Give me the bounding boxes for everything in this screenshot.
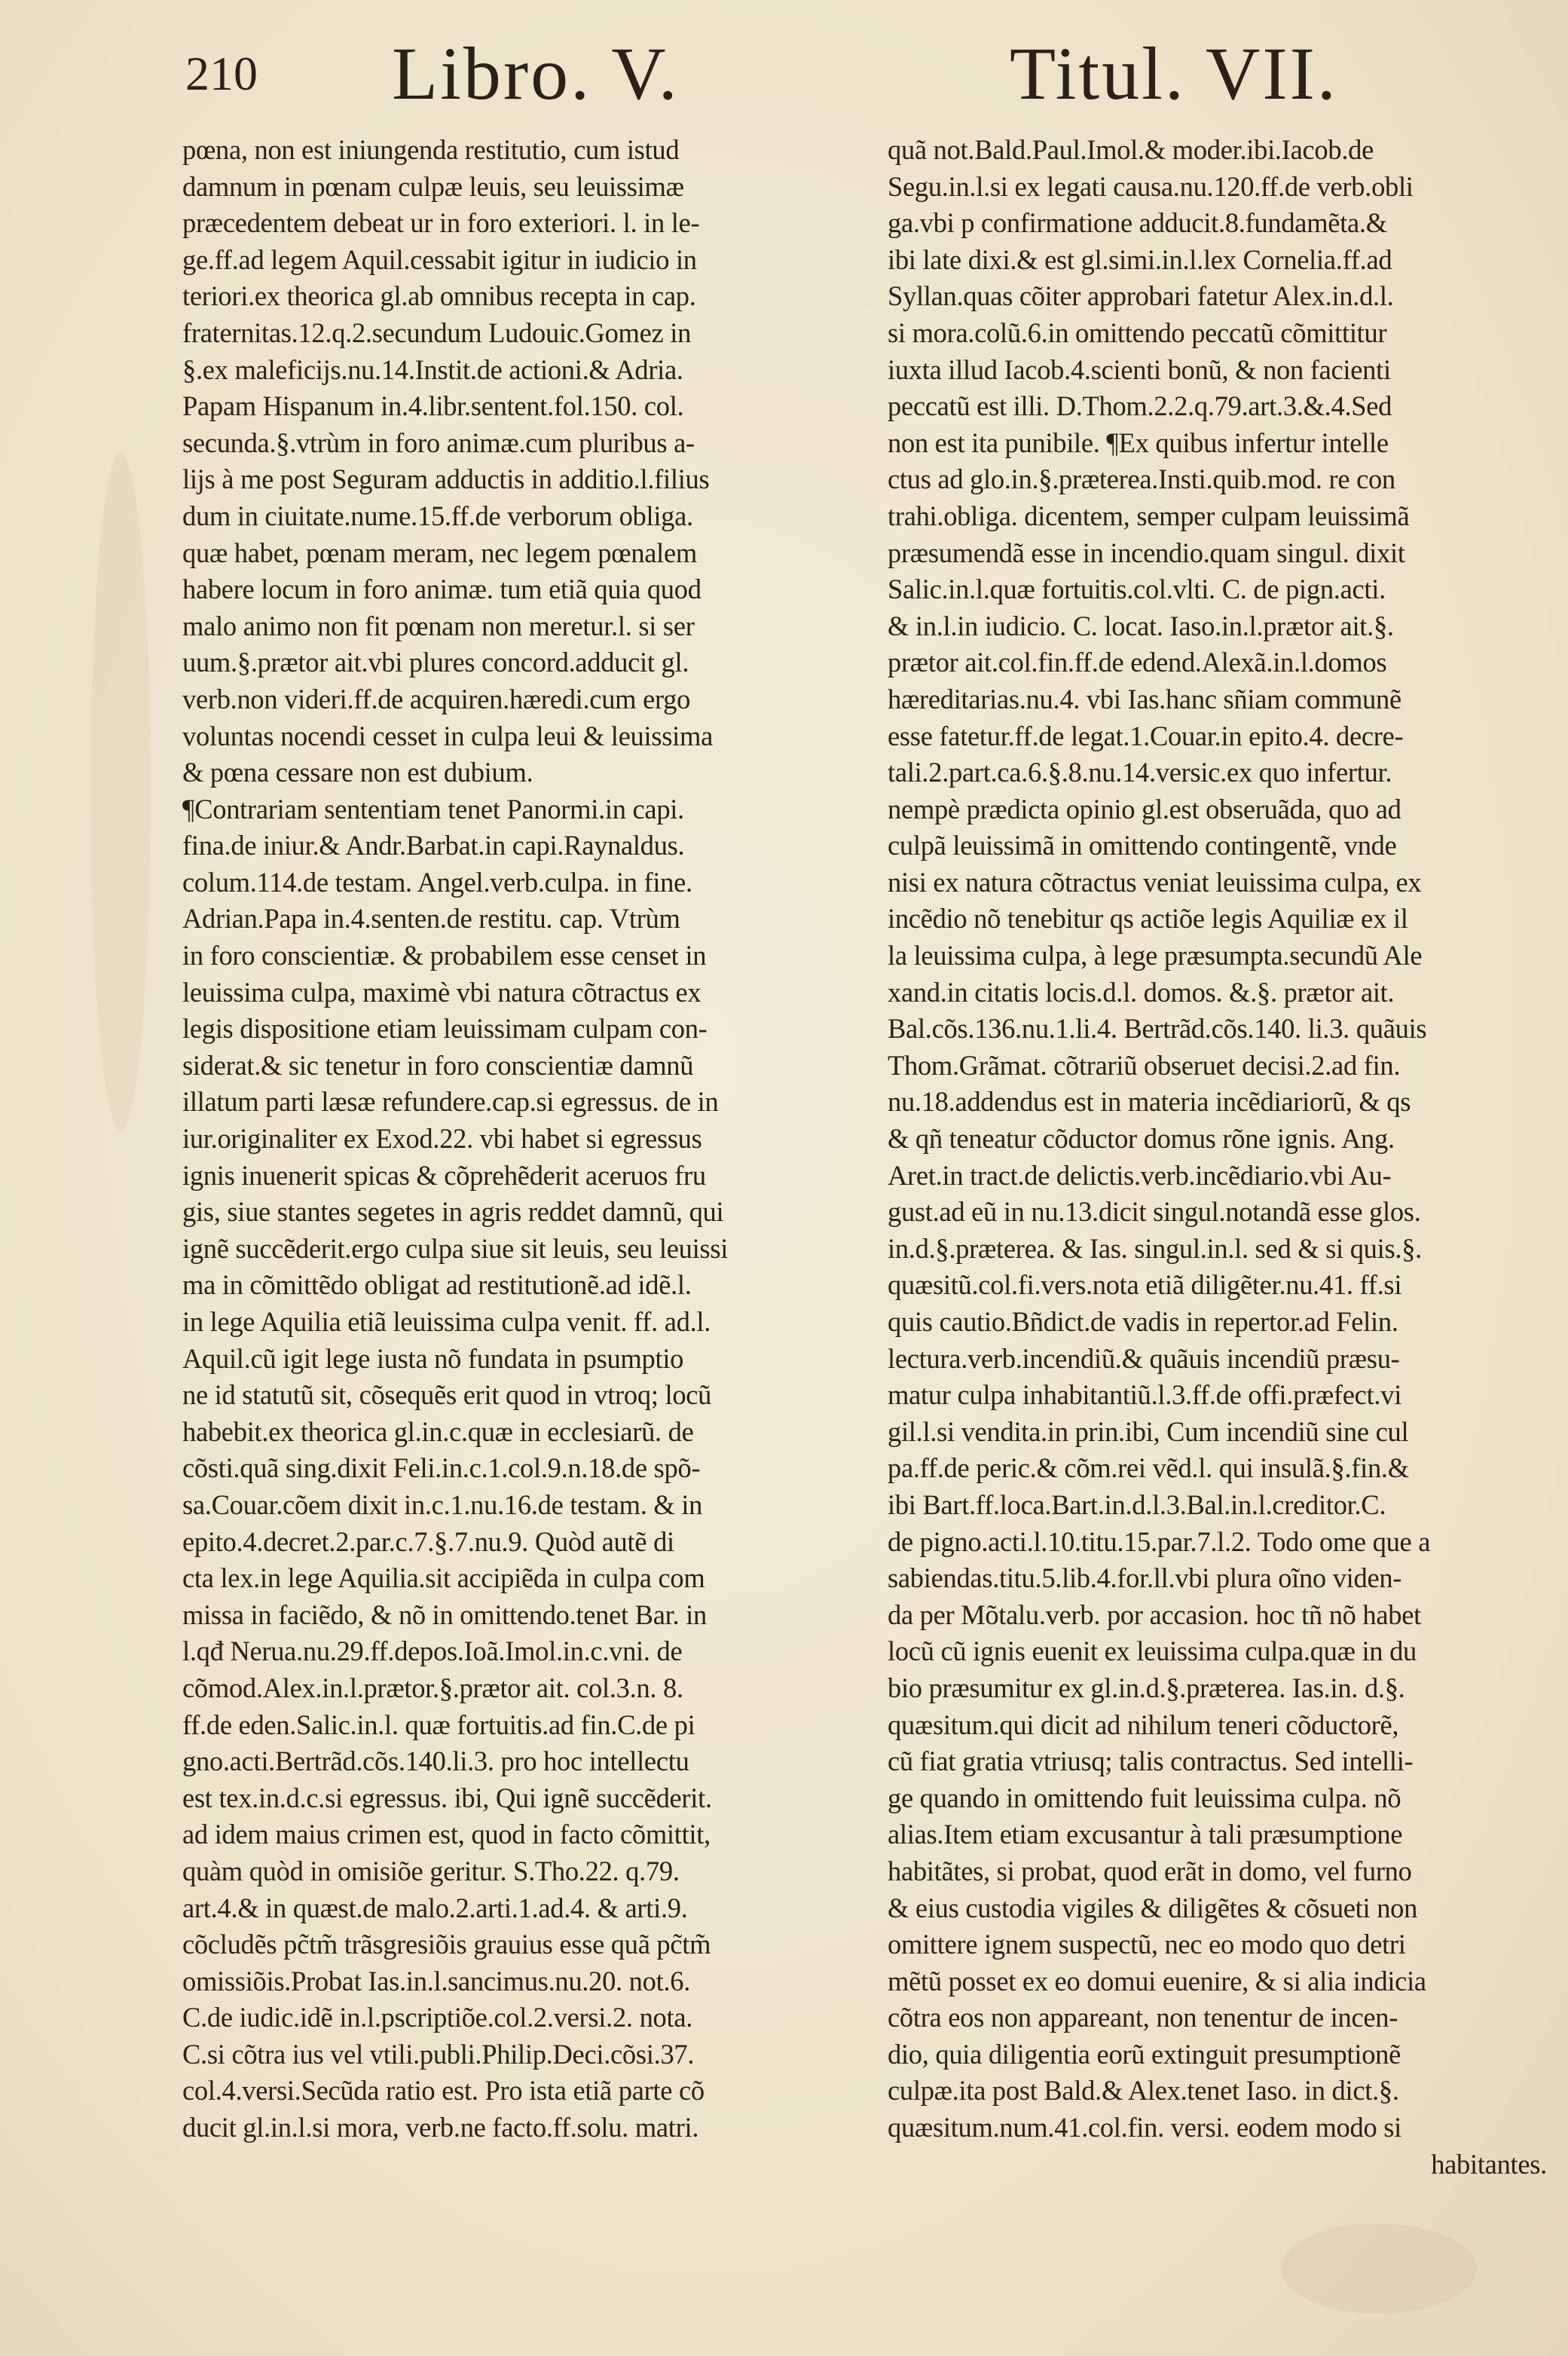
text-line: & eius custodia vigiles & diligẽtes & cõsueti non bbox=[888, 1892, 1418, 1923]
text-line: habebit.ex theorica gl.in.c.quæ in ecclesiarũ. de bbox=[182, 1415, 694, 1447]
text-line: xand.in citatis locis.d.l. domos. &.§. prætor ait. bbox=[888, 976, 1395, 1008]
text-line: cũ fiat gratia vtriusq; talis contractus. Sed intelli- bbox=[888, 1746, 1414, 1777]
text-line: pa.ff.de peric.& cõm.rei vẽd.l. qui insulã.§.fin.& bbox=[888, 1452, 1409, 1484]
left-text-column bbox=[182, 132, 842, 2182]
text-line: ne id statutũ sit, cõsequẽs erit quod in vtroq; locũ bbox=[182, 1379, 712, 1411]
text-line: secunda.§.vtrùm in foro animæ.cum pluribus a- bbox=[182, 427, 695, 458]
text-line: pœna, non est iniungenda restitutio, cum istud bbox=[182, 134, 680, 165]
text-line: quæsitum.qui dicit ad nihilum teneri cõductorẽ, bbox=[888, 1709, 1399, 1740]
text-line: culpã leuissimã in omittendo contingentẽ, vnde bbox=[888, 830, 1397, 861]
text-line: fraternitas.12.q.2.secundum Ludouic.Gomez in bbox=[182, 317, 692, 348]
text-line: in foro conscientiæ. & probabilem esse censet in bbox=[182, 940, 707, 971]
text-line: alias.Item etiam excusantur à tali præsumptione bbox=[888, 1819, 1403, 1850]
text-line: culpæ.ita post Bald.& Alex.tenet Iaso. in dict.§. bbox=[888, 2075, 1399, 2107]
page-number: 210 bbox=[185, 47, 258, 100]
text-line: damnum in pœnam culpæ leuis, seu leuissimæ bbox=[182, 170, 684, 202]
text-line: omittere ignem suspectũ, nec eo modo quo detri bbox=[888, 1929, 1406, 1960]
text-line: teriori.ex theorica gl.ab omnibus recepta in cap. bbox=[182, 280, 696, 312]
text-line: Bal.cõs.136.nu.1.li.4. Bertrãd.cõs.140. li.3. quãuis bbox=[888, 1013, 1427, 1045]
text-line: locũ cũ ignis euenit ex leuissima culpa.quæ in du bbox=[888, 1635, 1417, 1667]
text-line: sa.Couar.cõem dixit in.c.1.nu.16.de testam. & in bbox=[182, 1489, 703, 1520]
text-line: mẽtũ posset ex eo domui euenire, & si alia indicia bbox=[888, 1965, 1426, 1996]
text-line: matur culpa inhabitantiũ.l.3.ff.de offi.præfect.vi bbox=[888, 1379, 1402, 1411]
text-line: dio, quia diligentia eorũ extinguit presumptionẽ bbox=[888, 2038, 1401, 2070]
text-line: gil.l.si vendita.in prin.ibi, Cum incendiũ sine cul bbox=[888, 1415, 1409, 1447]
text-line: ga.vbi p confirmatione adducit.8.fundamẽta.& bbox=[888, 207, 1387, 239]
text-line: da per Mõtalu.verb. por accasion. hoc tñ nõ habet bbox=[888, 1599, 1421, 1630]
text-line: iuxta illud Iacob.4.scienti bonũ, & non facienti bbox=[888, 353, 1391, 385]
text-line: ibi late dixi.& est gl.simi.in.l.lex Cornelia.ff.ad bbox=[888, 243, 1392, 275]
text-line: Salic.in.l.quæ fortuitis.col.vlti. C. de pign.acti. bbox=[888, 574, 1386, 605]
text-line: ctus ad glo.in.§.præterea.Insti.quib.mod. re con bbox=[888, 464, 1395, 495]
text-line: ignis inuenerit spicas & cõprehẽderit aceruos fru bbox=[182, 1159, 706, 1191]
text-line: Syllan.quas cõiter approbari fatetur Alex.in.d.l. bbox=[888, 280, 1394, 312]
text-line: missa in faciẽdo, & nõ in omittendo.tenet Bar. in bbox=[182, 1599, 707, 1630]
text-line: Thom.Grãmat. cõtrariũ obseruet decisi.2.ad fin. bbox=[888, 1049, 1401, 1081]
text-line: nempè prædicta opinio gl.est obseruãda, quo ad bbox=[888, 793, 1401, 825]
text-line: l.qđ Nerua.nu.29.ff.depos.Ioã.Imol.in.c.vni. de bbox=[182, 1635, 683, 1667]
text-line: quã not.Bald.Paul.Imol.& moder.ibi.Iacob.de bbox=[888, 134, 1374, 165]
text-line: hæreditarias.nu.4. vbi Ias.hanc sñiam communẽ bbox=[888, 683, 1401, 714]
text-line: peccatũ est illi. D.Thom.2.2.q.79.art.3.&.4.Sed bbox=[888, 390, 1392, 422]
text-line: incẽdio nõ tenebitur qs actiõe legis Aquiliæ ex il bbox=[888, 903, 1408, 935]
text-line: quæ habet, pœnam meram, nec legem pœnalem bbox=[182, 537, 698, 568]
text-line: ge.ff.ad legem Aquil.cessabit igitur in iudicio in bbox=[182, 243, 697, 275]
text-line: Aquil.cũ igit lege iusta nõ fundata in psumptio bbox=[182, 1342, 684, 1374]
text-line: gis, siue stantes segetes in agris reddet damnũ, qui bbox=[182, 1196, 724, 1228]
paper-stain bbox=[90, 452, 151, 1131]
text-line: est tex.in.d.c.si egressus. ibi, Qui ignẽ succẽderit. bbox=[182, 1782, 712, 1813]
text-line: cõcludẽs pc̃tm̃ trãsgresiõis grauius esse quã pc̃tm̃ bbox=[182, 1929, 711, 1960]
text-line: quis cautio.Bñdict.de vadis in repertor.ad Felin. bbox=[888, 1306, 1398, 1337]
text-line: Aret.in tract.de delictis.verb.incẽdiario.vbi Au- bbox=[888, 1159, 1392, 1191]
text-line: ge quando in omittendo fuit leuissima culpa. nõ bbox=[888, 1782, 1401, 1813]
text-line: & pœna cessare non est dubium. bbox=[182, 757, 533, 788]
text-line: gno.acti.Bertrãd.cõs.140.li.3. pro hoc intellectu bbox=[182, 1746, 689, 1777]
right-text-column bbox=[888, 132, 1547, 2182]
text-line: verb.non videri.ff.de acquiren.hæredi.cum ergo bbox=[182, 683, 691, 714]
text-line: cõmod.Alex.in.l.prætor.§.prætor ait. col.3.n. 8. bbox=[182, 1672, 683, 1703]
paper-stain bbox=[1281, 2223, 1477, 2314]
text-line: Adrian.Papa in.4.senten.de restitu. cap. Vtrùm bbox=[182, 903, 680, 935]
text-line: præsumendã esse in incendio.quam singul. dixit bbox=[888, 537, 1405, 568]
text-line: habere locum in foro animæ. tum etiã quia quod bbox=[182, 574, 701, 605]
text-line: nisi ex natura cõtractus veniat leuissima culpa, ex bbox=[888, 866, 1422, 898]
text-line: ad idem maius crimen est, quod in facto cõmittit, bbox=[182, 1819, 711, 1850]
text-line: in.d.§.præterea. & Ias. singul.in.l. sed & si quis.§. bbox=[888, 1232, 1422, 1264]
text-line: §.ex maleficijs.nu.14.Instit.de actioni.& Adria. bbox=[182, 353, 683, 385]
text-line: nu.18.addendus est in materia incẽdiariorũ, & qs bbox=[888, 1086, 1411, 1118]
text-line: in lege Aquilia etiã leuissima culpa venit. ff. ad.l. bbox=[182, 1306, 711, 1337]
text-line: epito.4.decret.2.par.c.7.§.7.nu.9. Quòd autẽ di bbox=[182, 1525, 674, 1557]
running-header bbox=[0, 29, 1568, 119]
text-line: C.si cõtra ius vel vtili.publi.Philip.Deci.cõsi.37. bbox=[182, 2038, 695, 2070]
text-line: fina.de iniur.& Andr.Barbat.in capi.Raynaldus. bbox=[182, 830, 685, 861]
text-line: C.de iudic.idẽ in.l.pscriptiõe.col.2.versi.2. nota. bbox=[182, 2002, 693, 2033]
text-line: præcedentem debeat ur in foro exteriori. l. in le- bbox=[182, 207, 700, 239]
text-line: ¶Contrariam sententiam tenet Panormi.in capi. bbox=[182, 793, 684, 825]
text-line: lectura.verb.incendiũ.& quãuis incendiũ præsu- bbox=[888, 1342, 1400, 1374]
text-line: dum in ciuitate.nume.15.ff.de verborum obliga. bbox=[182, 500, 693, 531]
text-line: uum.§.prætor ait.vbi plures concord.adducit gl. bbox=[182, 647, 689, 678]
text-line: ducit gl.in.l.si mora, verb.ne facto.ff.solu. matri. bbox=[182, 2112, 699, 2143]
text-line: ff.de eden.Salic.in.l. quæ fortuitis.ad fin.C.de pi bbox=[182, 1709, 695, 1740]
text-line: malo animo non fit pœnam non meretur.l. si ser bbox=[182, 610, 695, 641]
text-line: sabiendas.titu.5.lib.4.for.ll.vbi plura oĩno viden- bbox=[888, 1562, 1402, 1594]
text-line: iur.originaliter ex Exod.22. vbi habet si egressus bbox=[182, 1123, 702, 1155]
text-line: col.4.versi.Secũda ratio est. Pro ista etiã parte cõ bbox=[182, 2075, 705, 2107]
text-line: illatum parti læsæ refundere.cap.si egressus. de in bbox=[182, 1086, 719, 1118]
text-line: Papam Hispanum in.4.libr.sentent.fol.150. col. bbox=[182, 390, 684, 422]
text-line: quæsitum.num.41.col.fin. versi. eodem modo si bbox=[888, 2112, 1401, 2143]
text-line: legis dispositione etiam leuissimam culpam con- bbox=[182, 1013, 708, 1045]
text-line: ignẽ succẽderit.ergo culpa siue sit leuis, seu leuissi bbox=[182, 1232, 729, 1264]
text-line: & in.l.in iudicio. C. locat. Iaso.in.l.prætor ait.§. bbox=[888, 610, 1394, 641]
text-line: ma in cõmittẽdo obligat ad restitutionẽ.ad idẽ.l. bbox=[182, 1269, 692, 1301]
text-line: & qñ teneatur cõductor domus rõne ignis. Ang. bbox=[888, 1123, 1395, 1155]
text-line: ibi Bart.ff.loca.Bart.in.d.l.3.Bal.in.l.creditor.C. bbox=[888, 1489, 1386, 1520]
text-line: la leuissima culpa, à lege præsumpta.secundũ Ale bbox=[888, 940, 1423, 971]
section-title: Titul. VII. bbox=[1010, 32, 1338, 115]
text-line: gust.ad eũ in nu.13.dicit singul.notandã esse glos. bbox=[888, 1196, 1421, 1228]
text-line: tali.2.part.ca.6.§.8.nu.14.versic.ex quo infertur. bbox=[888, 757, 1392, 788]
text-line: art.4.& in quæst.de malo.2.arti.1.ad.4. & arti.9. bbox=[182, 1892, 688, 1923]
text-line: cõsti.quã sing.dixit Feli.in.c.1.col.9.n.18.de spõ- bbox=[182, 1452, 701, 1484]
text-line: habitãtes, si probat, quod erãt in domo, vel furno bbox=[888, 1855, 1412, 1886]
text-line: lijs à me post Seguram adductis in additio.l.filius bbox=[182, 464, 710, 495]
text-line: si mora.colũ.6.in omittendo peccatũ cõmittitur bbox=[888, 317, 1387, 348]
text-line: voluntas nocendi cesset in culpa leui & leuissima bbox=[182, 720, 713, 751]
text-line: omissiõis.Probat Ias.in.l.sancimus.nu.20. not.6. bbox=[182, 1965, 691, 1996]
text-line: Segu.in.l.si ex legati causa.nu.120.ff.de verb.obli bbox=[888, 170, 1414, 202]
text-line: colum.114.de testam. Angel.verb.culpa. in fine. bbox=[182, 866, 692, 898]
text-line: de pigno.acti.l.10.titu.15.par.7.l.2. Todo ome que a bbox=[888, 1525, 1431, 1557]
text-line: prætor ait.col.fin.ff.de edend.Alexã.in.l.domos bbox=[888, 647, 1387, 678]
text-line: habitantes. bbox=[1431, 2148, 1547, 2180]
text-line: quæsitũ.col.fi.vers.nota etiã diligẽter.nu.41. ff.si bbox=[888, 1269, 1402, 1301]
text-line: cõtra eos non appareant, non tenentur de incen- bbox=[888, 2002, 1398, 2033]
text-line: trahi.obliga. dicentem, semper culpam leuissimã bbox=[888, 500, 1410, 531]
text-line: non est ita punibile. ¶Ex quibus infertur intelle bbox=[888, 427, 1389, 458]
text-line: quàm quòd in omisiõe geritur. S.Tho.22. q.79. bbox=[182, 1855, 680, 1886]
text-line: cta lex.in lege Aquilia.sit accipiẽda in culpa com bbox=[182, 1562, 705, 1594]
text-line: esse fatetur.ff.de legat.1.Couar.in epito.4. decre- bbox=[888, 720, 1404, 751]
text-line: bio præsumitur ex gl.in.d.§.præterea. Ias.in. d.§. bbox=[888, 1672, 1405, 1703]
text-line: siderat.& sic tenetur in foro conscientiæ damnũ bbox=[182, 1049, 694, 1081]
text-line: leuissima culpa, maximè vbi natura cõtractus ex bbox=[182, 976, 701, 1008]
book-title: Libro. V. bbox=[392, 32, 680, 115]
